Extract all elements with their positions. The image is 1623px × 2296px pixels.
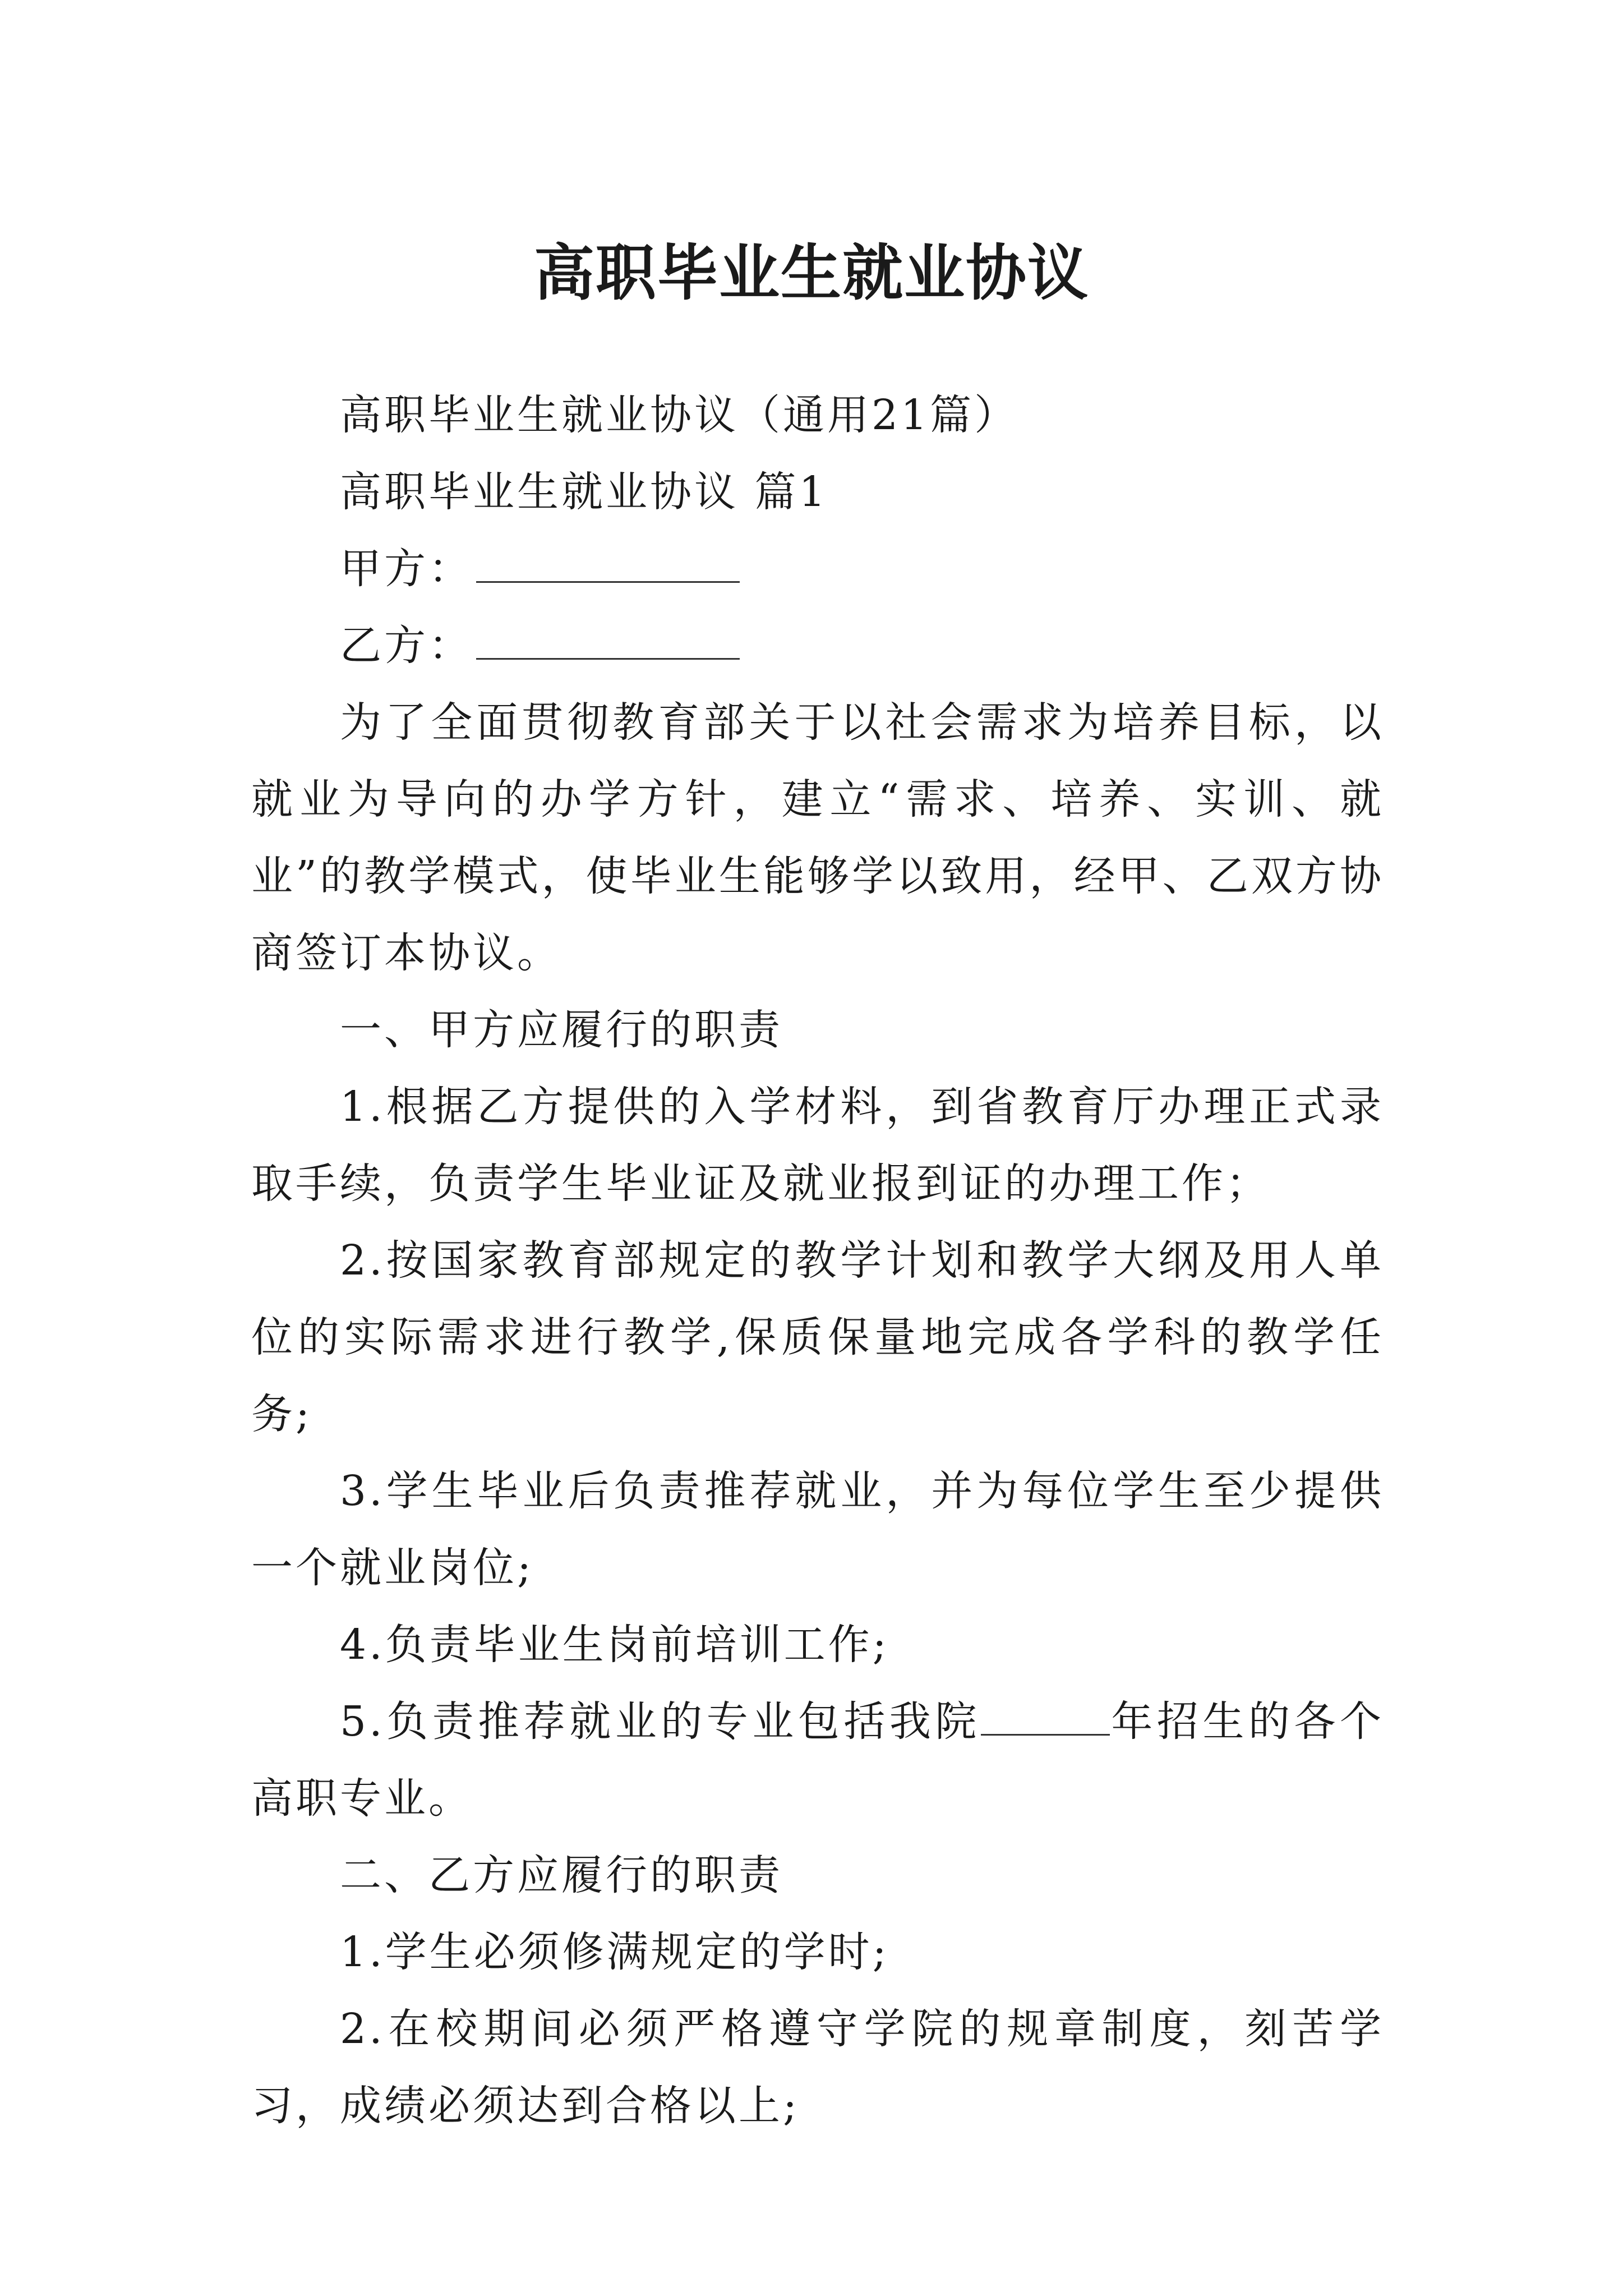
intro-paragraph: 为了全面贯彻教育部关于以社会需求为培养目标，以就业为导向的办学方针，建立“需求、培养、实训、就业”的教学模式，使毕业生能够学以致用，经甲、乙双方协商签订本协议。 (251, 698, 1384, 977)
document-body (251, 377, 1384, 2145)
part2-heading: 二、乙方应履行的职责 (340, 1851, 783, 1899)
part1-item-4: 4.负责毕业生岗前培训工作; (340, 1621, 889, 1669)
party-b-line (251, 608, 1384, 684)
part2-item-2: 2.在校期间必须严格遵守学院的规章制度，刻苦学习，成绩必须达到合格以上; (251, 2005, 1384, 2130)
part1-heading: 一、甲方应履行的职责 (340, 1006, 783, 1054)
year-blank (981, 1695, 1110, 1736)
document-title: 高职毕业生就业协议 (533, 238, 1089, 309)
part1-item-5-after: 年招生的各个高职专业。 (251, 1697, 1385, 1823)
part1-item-3: 3.学生毕业后负责推荐就业，并为每位学生至少提供一个就业岗位; (251, 1467, 1384, 1592)
part2-item-1: 1.学生必须修满规定的学时; (340, 1928, 889, 1976)
party-a-label: 甲方： (340, 545, 473, 593)
party-a-blank (476, 542, 740, 583)
section-heading: 高职毕业生就业协议 篇1 (340, 468, 828, 516)
party-a-line (251, 531, 1384, 608)
party-b-blank (476, 619, 740, 660)
part1-item-5 (251, 1683, 1384, 1837)
part1-item-1: 1.根据乙方提供的入学材料，到省教育厅办理正式录取手续，负责学生毕业证及就业报到证的办理工作； (251, 1083, 1384, 1208)
party-b-label: 乙方： (340, 622, 473, 670)
part1-item-5-before: 5.负责推荐就业的专业包括我院 (340, 1697, 981, 1746)
document-subtitle: 高职毕业生就业协议（通用21篇） (340, 391, 1019, 439)
part1-item-2: 2.按国家教育部规定的教学计划和教学大纲及用人单位的实际需求进行教学,保质保量地完成各学科的教学任务; (251, 1236, 1384, 1438)
